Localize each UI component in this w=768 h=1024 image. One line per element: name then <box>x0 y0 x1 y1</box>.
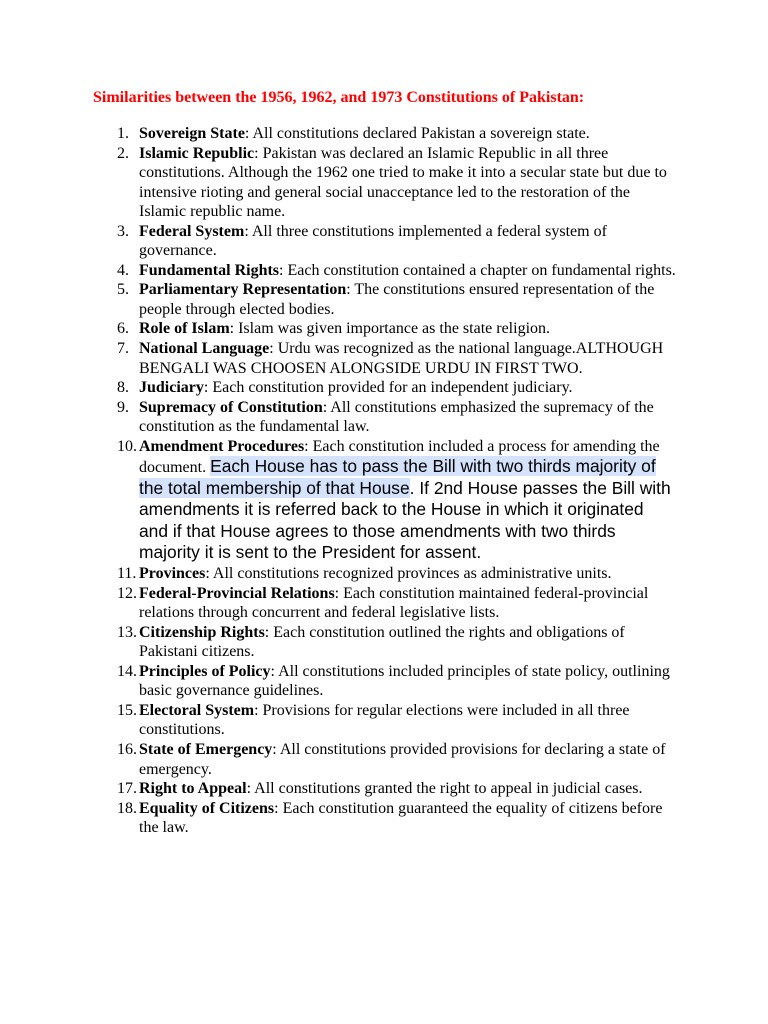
highlighted-text: Each House has to pass the Bill with two thirds majority of the total membership of that House <box>139 456 656 498</box>
list-item <box>0 799 676 838</box>
list-item <box>0 222 676 261</box>
list-item-number: 9. <box>117 398 129 416</box>
list-item-number: 13. <box>117 623 137 641</box>
document-title: Similarities between the 1956, 1962, and 1973 Constitutions of Pakistan: <box>93 89 585 106</box>
list-item-term: State of Emergency <box>139 740 273 758</box>
list-item-text: : All constitutions recognized provinces as administrative units. <box>205 565 612 583</box>
list-item-number: 1. <box>117 125 129 142</box>
list-item <box>0 584 676 623</box>
list-item-term: Provinces <box>139 565 206 583</box>
list-item-text: : All constitutions declared Pakistan a sovereign state. <box>244 125 590 142</box>
list-item-number: 11. <box>117 565 137 583</box>
list-item-text: : Pakistan was declared an Islamic Republic in all three constitutions. Although the 1962 one tried to make it into a secular state but due to intensive rioting and general social unacceptance led to the restoration of the Islamic republic name. <box>139 144 667 221</box>
list-item-term: Citizenship Rights <box>139 623 265 641</box>
list-item-term: Right to Appeal <box>139 780 247 798</box>
list-item-text: : Islam was given importance as the state religion. <box>229 320 551 338</box>
list-item-term: Judiciary <box>139 379 204 397</box>
list-item-number: 16. <box>117 740 137 758</box>
list-item-term: Equality of Citizens <box>139 799 275 817</box>
list-item-term: Islamic Republic <box>139 144 255 162</box>
list-item-number: 7. <box>117 340 129 358</box>
list-item-text: : All constitutions granted the right to appeal in judicial cases. <box>246 780 643 798</box>
list-item-number: 6. <box>117 320 129 338</box>
list-item <box>0 319 676 339</box>
list-item-number: 14. <box>117 662 137 680</box>
list-item-text: : All constitutions included principles of state policy, outlining basic governance guidelines. <box>139 662 670 700</box>
list-item <box>0 564 676 584</box>
list-item-text: : The constitutions ensured representation of the people through elected bodies. <box>139 281 655 318</box>
list-item-term: Parliamentary Representation <box>139 281 347 299</box>
list-item <box>0 144 676 222</box>
list-item-number: 15. <box>117 701 137 719</box>
list-item-text: : Provisions for regular elections were included in all three constitutions. <box>139 701 630 739</box>
list-item-term: Electoral System <box>139 701 255 719</box>
list-item-number: 10. <box>117 437 137 455</box>
list-item-term: Supremacy of Constitution <box>139 398 323 416</box>
list-item-number: 8. <box>117 379 129 397</box>
list-item-text: : Each constitution included a process for amending the document. <box>139 437 660 477</box>
list-item-number: 3. <box>117 222 129 240</box>
list-item-number: 17. <box>117 780 137 798</box>
list-item-text: : All constitutions emphasized the supremacy of the constitution as the fundamental law. <box>139 398 654 436</box>
list-item <box>0 779 676 799</box>
list-item <box>0 740 676 779</box>
list-item <box>0 701 676 740</box>
list-item <box>0 124 676 144</box>
list-item-text: : Each constitution outlined the rights and obligations of Pakistani citizens. <box>139 623 625 661</box>
list-item <box>0 437 676 564</box>
list-item-number: 12. <box>117 584 137 602</box>
list-item <box>0 662 676 701</box>
list-item-term: Role of Islam <box>139 320 230 338</box>
list-item <box>0 623 676 662</box>
list-item-text: : All constitutions provided provisions for declaring a state of emergency. <box>139 740 666 778</box>
list-item <box>0 280 676 319</box>
list-item-text: : Each constitution contained a chapter on fundamental rights. <box>279 261 676 279</box>
list-item-text: : Urdu was recognized as the national language.ALTHOUGH BENGALI WAS CHOOSEN ALONGSIDE URDU IN FIRST TWO. <box>139 340 664 377</box>
list-item-term: Sovereign State <box>139 125 245 142</box>
list-item-number: 18. <box>117 799 137 817</box>
similarities-list <box>0 124 676 838</box>
list-item <box>0 261 676 281</box>
list-item-term: Amendment Procedures <box>139 437 305 455</box>
list-item-text: : Each constitution provided for an independent judiciary. <box>203 379 573 397</box>
list-item-number: 4. <box>117 261 129 279</box>
list-item-term: Principles of Policy <box>139 662 271 680</box>
list-item <box>0 378 676 398</box>
list-item-text: : All three constitutions implemented a federal system of governance. <box>139 222 607 260</box>
list-item-extra-text: . If 2nd House passes the Bill with amendments it is referred back to the House in which it originated and if that House agrees to those amendments with two thirds majority it is sent to the President for assent. <box>139 477 671 563</box>
list-item <box>0 339 676 378</box>
list-item-text: : Each constitution guaranteed the equality of citizens before the law. <box>139 799 663 837</box>
list-item-term: National Language <box>139 340 270 358</box>
list-item <box>0 398 676 437</box>
list-item-text: : Each constitution maintained federal-provincial relations through concurrent and federal legislative lists. <box>139 584 649 622</box>
list-item-term: Federal System <box>139 222 245 240</box>
list-item-term: Federal-Provincial Relations <box>139 584 335 602</box>
list-item-number: 2. <box>117 144 129 162</box>
list-item-term: Fundamental Rights <box>139 261 280 279</box>
list-item-number: 5. <box>117 281 129 299</box>
